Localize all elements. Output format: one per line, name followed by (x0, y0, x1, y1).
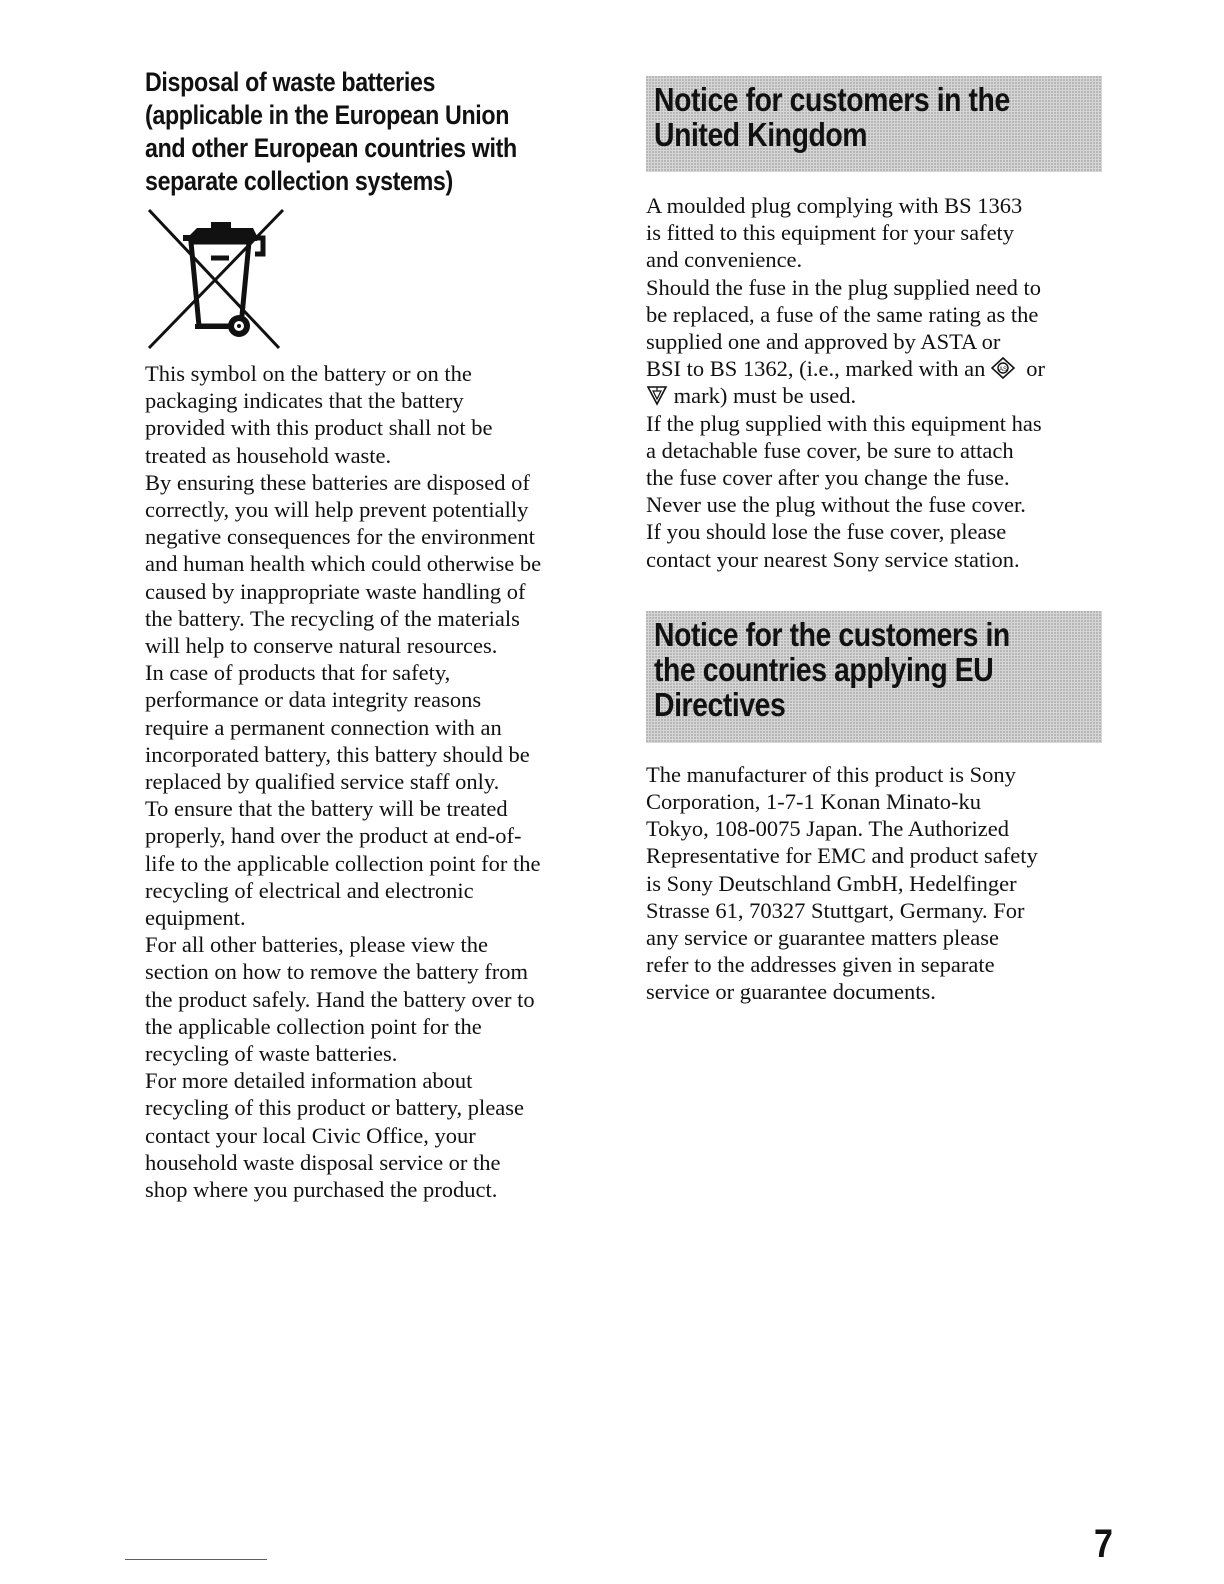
text-line: any service or guarantee matters please (646, 925, 999, 951)
title-line: Notice for the customers in (654, 615, 1010, 653)
text-line: Tokyo, 108-0075 Japan. The Authorized (646, 816, 1009, 842)
text-line: For more detailed information about (145, 1068, 473, 1094)
eu-notice-banner (646, 611, 1102, 743)
text-line: provided with this product shall not be (145, 415, 493, 441)
text-line: properly, hand over the product at end-of- (145, 823, 522, 849)
text-line: correctly, you will help prevent potentially (145, 497, 529, 523)
text-line: equipment. (145, 905, 246, 931)
text-line: and convenience. (646, 247, 803, 273)
text-line: To ensure that the battery will be treated (145, 796, 508, 822)
title-line: United Kingdom (654, 116, 868, 153)
text-line: shop where you purchased the product. (145, 1177, 498, 1203)
crossed-out-wheelie-bin-icon (145, 208, 285, 350)
text-line: a detachable fuse cover, be sure to attach (646, 437, 1014, 463)
text-line: require a permanent connection with an (145, 714, 502, 740)
text-line: Corporation, 1-7-1 Konan Minato-ku (646, 789, 981, 815)
footer-rule (125, 1559, 267, 1560)
text-line: Never use the plug without the fuse cover. (646, 492, 1026, 518)
text-line: the applicable collection point for the (145, 1013, 482, 1039)
text-line: incorporated battery, this battery should be (145, 741, 530, 767)
text-line: For all other batteries, please view the (145, 932, 489, 958)
text-line: recycling of electrical and electronic (145, 877, 474, 903)
uk-notice-title (654, 82, 1110, 152)
text-line: Strasse 61, 70327 Stuttgart, Germany. For (646, 897, 1025, 923)
page-number: 7 (1094, 1522, 1113, 1566)
eu-notice-title (654, 617, 1110, 722)
text-line: the product safely. Hand the battery over to (145, 986, 535, 1012)
text-line: Representative for EMC and product safety (646, 843, 1038, 869)
text-fragment: mark) must be used. (673, 383, 857, 409)
text-line: household waste disposal service or the (145, 1149, 501, 1175)
text-line: service or guarantee documents. (646, 979, 936, 1005)
uk-notice-banner (646, 76, 1102, 172)
eu-notice-text (646, 761, 1102, 1006)
text-line: refer to the addresses given in separate (646, 952, 995, 978)
text-line: the battery. The recycling of the materials (145, 605, 520, 631)
text-line: performance or data integrity reasons (145, 687, 482, 713)
asta-mark-icon (991, 357, 1015, 379)
bsi-kitemark-icon (646, 384, 668, 406)
heading-line: separate collection systems) (145, 166, 453, 196)
text-line: packaging indicates that the battery (145, 388, 464, 414)
text-line: If the plug supplied with this equipment has (646, 410, 1042, 436)
text-line: is fitted to this equipment for your safety (646, 220, 1015, 246)
text-line: A moulded plug complying with BS 1363 (646, 193, 1023, 218)
text-line: supplied one and approved by ASTA or (646, 329, 1001, 355)
heading-line: Disposal of waste batteries (145, 67, 436, 97)
text-line: The manufacturer of this product is Sony (646, 761, 1016, 787)
right-column (646, 76, 1102, 1006)
text-line: will help to conserve natural resources. (145, 633, 498, 659)
text-line: is Sony Deutschland GmbH, Hedelfinger (646, 870, 1017, 896)
text-line: Should the fuse in the plug supplied need to (646, 274, 1041, 300)
text-line: replaced by qualified service staff only. (145, 769, 500, 795)
text-line: contact your local Civic Office, your (145, 1122, 476, 1148)
battery-disposal-heading (145, 66, 592, 198)
heading-line: (applicable in the European Union (145, 100, 510, 130)
text-line: In case of products that for safety, (145, 660, 451, 686)
left-column (145, 66, 600, 1203)
text-line: This symbol on the battery or on the (145, 361, 472, 386)
title-line: Directives (654, 685, 786, 723)
text-line: If you should lose the fuse cover, please (646, 519, 1007, 545)
text-line: recycling of this product or battery, please (145, 1095, 525, 1121)
text-line: the fuse cover after you change the fuse. (646, 465, 1010, 491)
text-line: recycling of waste batteries. (145, 1041, 398, 1067)
text-line-with-marks (646, 382, 1102, 409)
text-line: life to the applicable collection point for the (145, 850, 541, 876)
text-line: and human health which could otherwise be (145, 551, 542, 577)
text-line-with-marks (646, 355, 1102, 382)
svg-text:AS: AS (998, 367, 1007, 374)
text-line: be replaced, a fuse of the same rating as the (646, 301, 1039, 327)
uk-notice-text (646, 192, 1102, 573)
battery-disposal-text (145, 360, 600, 1203)
text-line: caused by inappropriate waste handling of (145, 578, 526, 604)
title-line: Notice for customers in the (654, 81, 1010, 118)
title-line: the countries applying EU (654, 650, 994, 688)
text-line: section on how to remove the battery from (145, 959, 529, 985)
text-fragment: BSI to BS 1362, (i.e., marked with an (646, 356, 986, 382)
text-line: contact your nearest Sony service station. (646, 546, 1020, 572)
text-line: By ensuring these batteries are disposed of (145, 469, 530, 495)
text-fragment: or (1026, 356, 1045, 382)
heading-line: and other European countries with (145, 133, 517, 163)
text-line: treated as household waste. (145, 442, 392, 468)
text-line: negative consequences for the environment (145, 524, 535, 550)
